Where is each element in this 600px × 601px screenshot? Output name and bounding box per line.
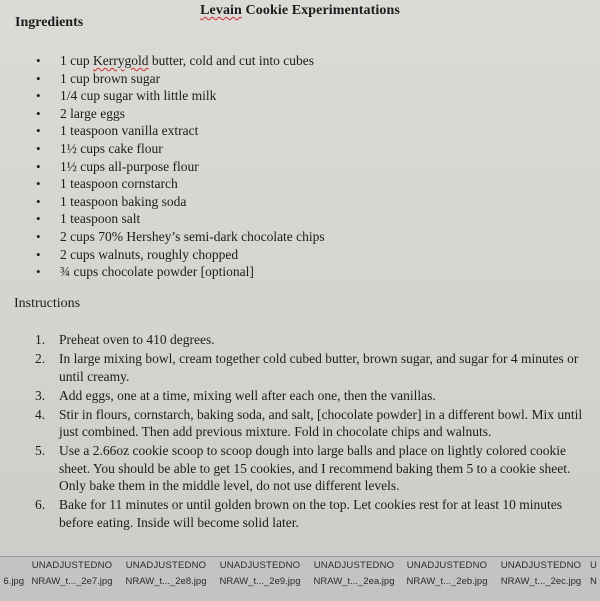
ingredient-item <box>36 263 325 281</box>
thumbnail-item[interactable] <box>402 560 492 590</box>
thumbnail-status <box>0 560 24 572</box>
step-text: Add eggs, one at a time, mixing well after each one, then the vanillas. <box>59 387 436 403</box>
bullet-icon: • <box>36 70 41 86</box>
ingredient-item <box>36 193 325 211</box>
ingredient-text: 1/4 cup sugar with little milk <box>60 88 217 104</box>
ingredient-text: 2 cups walnuts, roughly chopped <box>60 246 239 262</box>
ingredient-text: 1 teaspoon vanilla extract <box>60 123 199 139</box>
thumbnail-status: UNADJUSTEDNO <box>125 560 207 571</box>
thumbnail-filename: NRAW_t..._2e7.jpg <box>31 576 113 587</box>
step-number: 1. <box>35 332 46 347</box>
bullet-icon: • <box>36 140 41 156</box>
step-text: Bake for 11 minutes or until golden brown on the top. Let cookies rest for at least 10 minutes before eating. Inside will become solid later. <box>59 497 563 530</box>
ingredient-item <box>36 52 325 70</box>
ingredient-text: 2 cups 70% Hershey’s semi-dark chocolate chips <box>60 228 325 244</box>
bullet-icon: • <box>36 193 41 209</box>
ingredient-item <box>36 70 325 88</box>
step-text: In large mixing bowl, cream together cold cubed butter, brown sugar, and sugar for 4 minutes or until creamy. <box>59 351 579 384</box>
ingredients-heading: Ingredients <box>15 15 84 30</box>
thumbnail-filename: NRAW_t..._2e8.jpg <box>125 576 207 587</box>
step-number: 2. <box>35 351 46 366</box>
step-text: Stir in flours, cornstarch, baking soda, and salt, [chocolate powder] in a different bowl. Mix until just combined. Then add previous mixture. Fold in chocolate chips and walnuts. <box>59 406 583 439</box>
thumbnail-status: U <box>590 560 598 571</box>
bullet-icon: • <box>36 123 41 139</box>
step-item <box>30 442 590 495</box>
bullet-icon: • <box>36 176 41 192</box>
ingredient-item <box>36 228 325 246</box>
instructions-heading: Instructions <box>14 296 81 311</box>
ingredient-item <box>36 105 325 123</box>
thumbnail-filename: N <box>590 576 597 587</box>
thumbnail-filename: NRAW_t..._2ea.jpg <box>313 576 395 587</box>
title-misspelled-word: Levain <box>200 3 242 18</box>
bullet-icon: • <box>36 88 41 104</box>
step-number: 5. <box>35 443 46 458</box>
bullet-icon: • <box>36 53 41 68</box>
thumbnail-filename: 6.jpg <box>3 576 24 587</box>
step-item <box>30 406 590 441</box>
thumbnail-item[interactable] <box>309 560 399 590</box>
instruction-steps <box>30 331 590 533</box>
thumbnail-filename: NRAW_t..._2e9.jpg <box>219 576 301 587</box>
bullet-icon: • <box>36 246 41 262</box>
ingredient-text: 1½ cups cake flour <box>60 140 163 156</box>
bullet-icon: • <box>36 158 41 174</box>
bullet-icon: • <box>36 264 41 280</box>
step-item <box>30 331 590 349</box>
ingredient-item <box>36 158 325 176</box>
ingredient-text: ¾ cups chocolate powder [optional] <box>60 264 254 280</box>
step-number: 4. <box>35 406 46 422</box>
bullet-icon: • <box>36 228 41 244</box>
thumbnail-status: UNADJUSTEDNO <box>500 560 582 571</box>
step-text: Preheat oven to 410 degrees. <box>59 332 215 347</box>
thumbnail-status: UNADJUSTEDNO <box>219 560 301 571</box>
ingredient-item <box>36 210 325 228</box>
ingredient-item <box>36 140 325 158</box>
ingredient-item <box>36 122 325 140</box>
ingredient-list <box>36 52 325 281</box>
ingredient-flagged-word: Kerrygold <box>93 53 149 68</box>
ingredient-item <box>36 246 325 264</box>
ingredient-text: 1 cup brown sugar <box>60 70 161 86</box>
step-text: Use a 2.66oz cookie scoop to scoop dough into large balls and place on lightly colored cookie sheet. You should be able to get 15 cookies, and I recommend baking them 5 to a cookie sheet. Only bake them in the middle level, do not use different levels. <box>59 443 571 493</box>
thumbnail-status: UNADJUSTEDNO <box>406 560 488 571</box>
thumbnail-item[interactable] <box>590 560 600 590</box>
step-item <box>30 350 590 385</box>
step-item <box>30 496 590 531</box>
step-number: 3. <box>35 387 46 403</box>
ingredient-text-rest: butter, cold and cut into cubes <box>148 53 315 68</box>
thumbnail-item[interactable] <box>121 560 211 590</box>
step-number: 6. <box>35 497 46 512</box>
thumbnail-filename: NRAW_t..._2ec.jpg <box>500 576 582 587</box>
bullet-icon: • <box>36 105 41 121</box>
ingredient-item <box>36 175 325 193</box>
ingredient-item <box>36 87 325 105</box>
thumbnail-status: UNADJUSTEDNO <box>313 560 395 571</box>
document-title <box>0 3 600 19</box>
thumbnail-item[interactable] <box>27 560 117 590</box>
thumbnail-item[interactable] <box>215 560 305 590</box>
ingredient-text: 1 teaspoon salt <box>60 211 141 227</box>
thumbnail-item[interactable] <box>0 560 24 590</box>
ingredient-text: 1½ cups all-purpose flour <box>60 158 199 174</box>
thumbnail-status: UNADJUSTEDNO <box>31 560 113 571</box>
thumbnail-filename: NRAW_t..._2eb.jpg <box>406 576 488 587</box>
ingredient-text: 2 large eggs <box>60 105 125 121</box>
thumbnail-filmstrip <box>0 556 600 601</box>
title-rest: Cookie Experimentations <box>241 3 400 18</box>
ingredient-text: 1 teaspoon cornstarch <box>60 176 178 192</box>
ingredient-text: 1 teaspoon baking soda <box>60 193 187 209</box>
bullet-icon: • <box>36 211 41 227</box>
step-item <box>30 387 590 405</box>
thumbnail-item[interactable] <box>496 560 586 590</box>
ingredient-text: 1 cup <box>60 53 93 68</box>
